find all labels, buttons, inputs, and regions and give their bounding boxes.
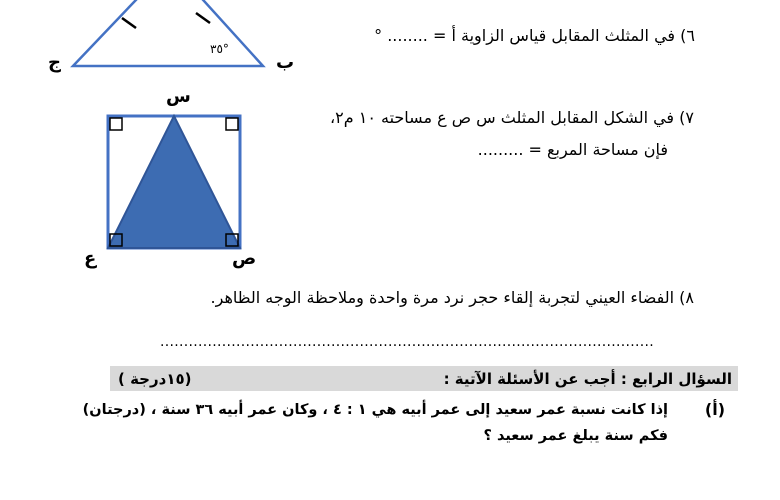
vertex-label-b: ب [276, 52, 295, 73]
section-4-marks: (١٥درجة ) [118, 370, 192, 388]
vertex-label-sad: ص [232, 248, 257, 269]
question-a-label: (أ) [704, 400, 725, 419]
section-4-title: السؤال الرابع : أجب عن الأسئلة الآتية : [443, 370, 732, 388]
vertex-label-s: س [166, 86, 191, 107]
question-a-line2: فكم سنة يبلغ عمر سعيد ؟ [483, 428, 668, 444]
question-6: ٦) في المثلث المقابل قياس الزاوية أ = ........ ° [374, 26, 695, 45]
square-triangle-figure-q7 [100, 110, 250, 255]
section-4-header [110, 366, 738, 391]
angle-label: ٣٥° [210, 42, 229, 56]
question-7-line2: فإن مساحة المربع = ......... [477, 140, 668, 159]
triangle-figure-q6 [60, 0, 280, 75]
vertex-label-ain: ع [84, 248, 97, 269]
answer-line: ........................................................................................................ [160, 334, 655, 350]
question-7-line1: ٧) في الشكل المقابل المثلث س ص ع مساحته ١٠ م٢، [329, 108, 694, 127]
question-a-line1: إذا كانت نسبة عمر سعيد إلى عمر أبيه هي ١ : ٤ ، وكان عمر أبيه ٣٦ سنة ، (درجتان) [82, 402, 668, 418]
question-8: ٨) الفضاء العيني لتجربة إلقاء حجر نرد مرة واحدة وملاحظة الوجه الظاهر. [210, 288, 694, 307]
vertex-label-j: ج [48, 52, 61, 73]
